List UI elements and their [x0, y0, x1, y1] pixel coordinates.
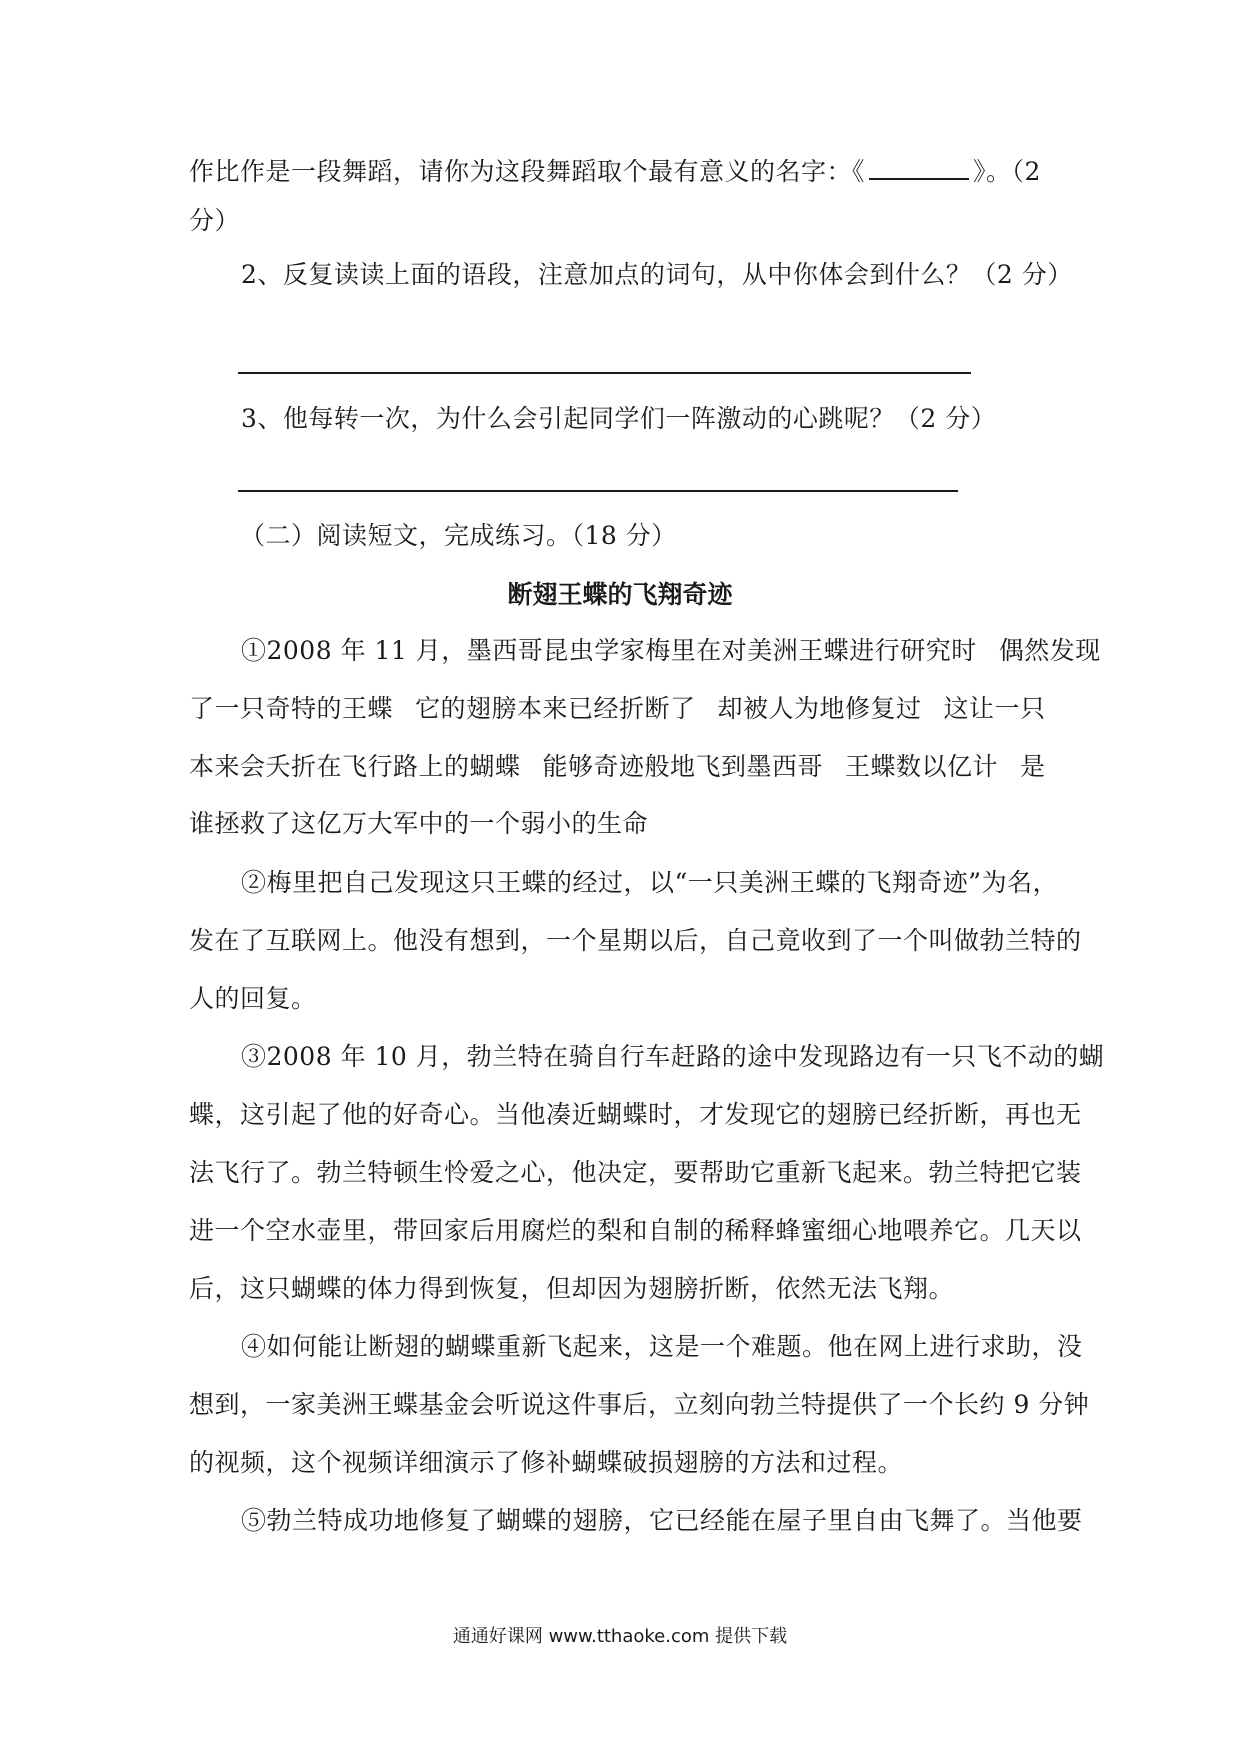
paragraph-5-line-1: ⑤勃兰特成功地修复了蝴蝶的翅膀，它已经能在屋子里自由飞舞了。当他要 — [241, 1506, 1083, 1535]
text-segment: 它的翅膀本来已经折断了 — [415, 694, 696, 723]
page-footer: 通通好课网 www.tthaoke.com 提供下载 — [452, 1626, 788, 1647]
text-segment: 却被人为地修复过 — [717, 694, 922, 723]
question-3-answer-line[interactable] — [238, 490, 958, 492]
text-segment: 偶然发现 — [998, 636, 1101, 665]
section-2-heading: （二）阅读短文，完成练习。（18 分） — [240, 521, 677, 550]
question-1-score: 》。（2 — [973, 157, 1041, 186]
question-1-line-1 — [189, 152, 1041, 189]
paragraph-4-line-1: ④如何能让断翅的蝴蝶重新飞起来，这是一个难题。他在网上进行求助，没 — [241, 1332, 1083, 1361]
question-1-text: 作比作是一段舞蹈，请你为这段舞蹈取个最有意义的名字：《 — [189, 157, 866, 186]
paragraph-1-line-4: 谁拯救了这亿万大军中的一个弱小的生命 — [189, 809, 649, 838]
question-2: 2、反复读读上面的语段，注意加点的词句，从中你体会到什么？（2 分） — [241, 260, 1073, 289]
paragraph-1-line-3 — [189, 750, 1046, 784]
paragraph-3-line-2: 蝶，这引起了他的好奇心。当他凑近蝴蝶时，才发现它的翅膀已经折断，再也无 — [189, 1100, 1082, 1129]
paragraph-3-line-3: 法飞行了。勃兰特顿生怜爱之心，他决定，要帮助它重新飞起来。勃兰特把它装 — [189, 1158, 1082, 1187]
paragraph-1-line-2 — [189, 692, 1046, 726]
paragraph-2-line-3: 人的回复。 — [189, 984, 317, 1013]
paragraph-2-line-2: 发在了互联网上。他没有想到，一个星期以后，自己竟收到了一个叫做勃兰特的 — [189, 926, 1082, 955]
article-title: 断翅王蝶的飞翔奇迹 — [507, 580, 733, 609]
question-1-line-2: 分） — [189, 206, 241, 235]
paragraph-4-line-3: 的视频，这个视频详细演示了修补蝴蝶破损翅膀的方法和过程。 — [189, 1448, 904, 1477]
text-segment: 这让一只 — [943, 694, 1046, 723]
paragraph-2-line-1: ②梅里把自己发现这只王蝶的经过，以“一只美洲王蝶的飞翔奇迹”为名， — [241, 868, 1059, 897]
text-segment: 王蝶数以亿计 — [845, 752, 999, 781]
paragraph-3-line-1: ③2008 年 10 月，勃兰特在骑自行车赶路的途中发现路边有一只飞不动的蝴 — [241, 1042, 1105, 1071]
text-segment: 了一只奇特的王蝶 — [189, 694, 394, 723]
question-3: 3、他每转一次，为什么会引起同学们一阵激动的心跳呢？（2 分） — [241, 404, 997, 433]
text-segment: 能够奇迹般地飞到墨西哥 — [542, 752, 824, 781]
question-2-answer-line[interactable] — [238, 372, 971, 374]
paragraph-4-line-2: 想到，一家美洲王蝶基金会听说这件事后，立刻向勃兰特提供了一个长约 9 分钟 — [189, 1390, 1090, 1419]
text-segment: ①2008 年 11 月，墨西哥昆虫学家梅里在对美洲王蝶进行研究时 — [241, 636, 977, 665]
paragraph-3-line-4: 进一个空水壶里，带回家后用腐烂的梨和自制的稀释蜂蜜细心地喂养它。几天以 — [189, 1216, 1082, 1245]
paragraph-1-line-1 — [241, 634, 1101, 668]
title-answer-blank[interactable] — [869, 152, 969, 180]
paragraph-3-line-5: 后，这只蝴蝶的体力得到恢复，但却因为翅膀折断，依然无法飞翔。 — [189, 1274, 955, 1303]
text-segment: 本来会夭折在飞行路上的蝴蝶 — [189, 752, 521, 781]
text-segment: 是 — [1020, 752, 1046, 781]
